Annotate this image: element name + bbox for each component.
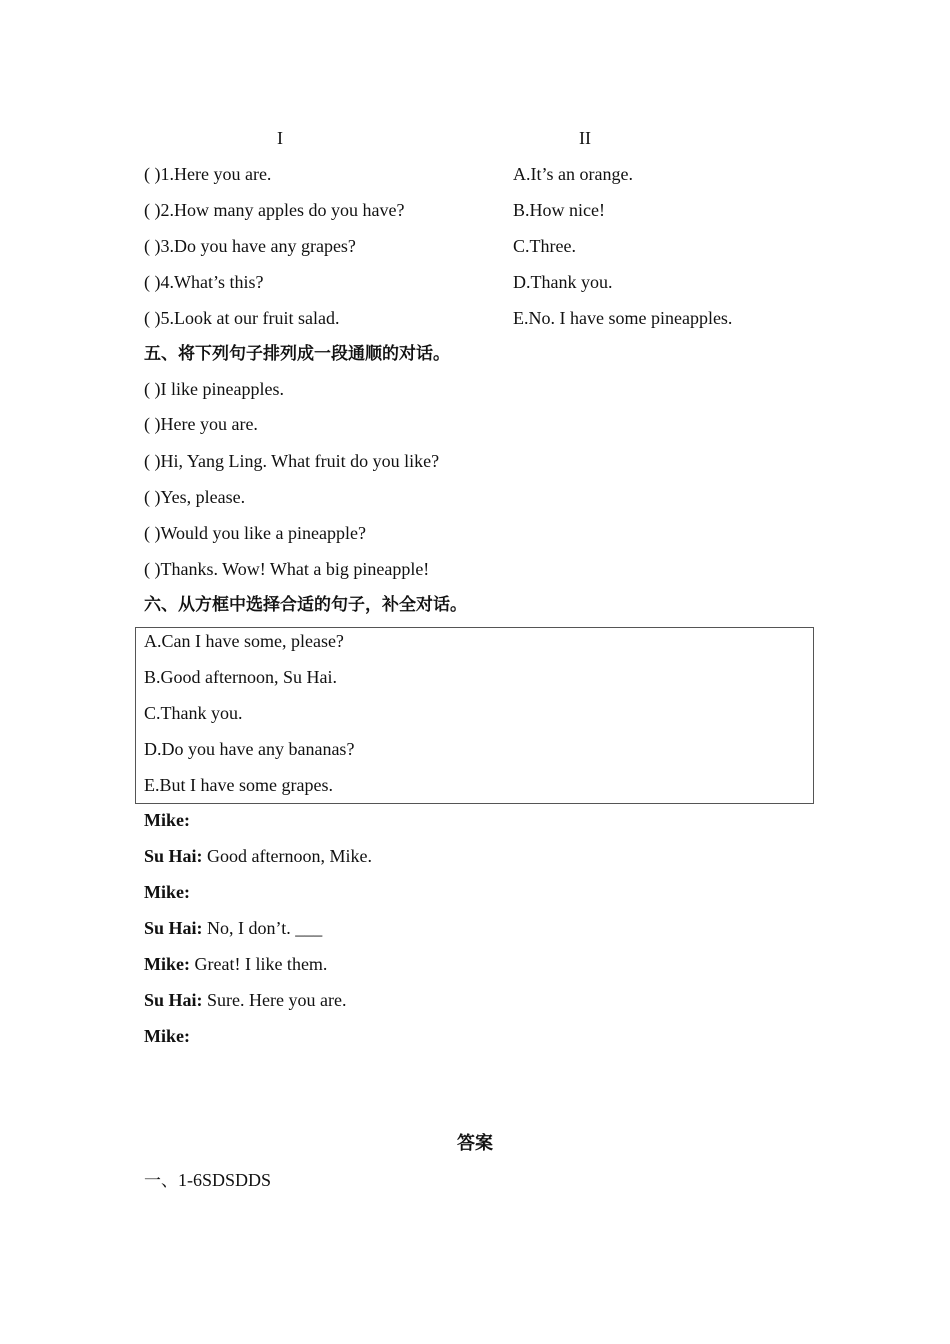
dialogue-line-6	[144, 989, 346, 1011]
answer-key-line-1	[144, 1169, 271, 1192]
matching-question-4: ( )4.What’s this?	[144, 272, 264, 292]
dialogue-line-2	[144, 845, 372, 867]
speaker-name: Mike:	[144, 954, 190, 974]
speaker-name: Mike:	[144, 1026, 190, 1046]
dialogue-line-3	[144, 881, 190, 903]
option-a: A.Can I have some, please?	[144, 631, 344, 651]
answer-key-title: 答案	[457, 1133, 493, 1154]
dialogue-line-1	[144, 809, 190, 831]
matching-question-2: ( )2.How many apples do you have?	[144, 200, 405, 220]
ordering-line-1: ( )I like pineapples.	[144, 379, 284, 399]
answer-prefix: 一、	[144, 1171, 178, 1191]
matching-question-5: ( )5.Look at our fruit salad.	[144, 308, 340, 328]
dialogue-line-7	[144, 1025, 190, 1047]
matching-answer-e: E.No. I have some pineapples.	[513, 308, 733, 328]
section-5-title: 五、将下列句子排列成一段通顺的对话。	[144, 344, 450, 364]
matching-answer-b: B.How nice!	[513, 200, 605, 220]
matching-answer-d: D.Thank you.	[513, 272, 613, 292]
dialogue-text: Good afternoon, Mike.	[202, 846, 372, 866]
matching-answer-c: C.Three.	[513, 236, 576, 256]
answer-text: 1-6SDSDDS	[178, 1170, 272, 1190]
dialogue-line-5	[144, 953, 327, 975]
matching-question-1: ( )1.Here you are.	[144, 164, 272, 184]
ordering-line-5: ( )Would you like a pineapple?	[144, 523, 366, 543]
dialogue-text: Sure. Here you are.	[202, 990, 347, 1010]
option-e: E.But I have some grapes.	[144, 775, 333, 795]
ordering-line-3: ( )Hi, Yang Ling. What fruit do you like?	[144, 451, 440, 471]
ordering-line-2: ( )Here you are.	[144, 414, 258, 434]
ordering-line-6: ( )Thanks. Wow! What a big pineapple!	[144, 559, 430, 579]
option-b: B.Good afternoon, Su Hai.	[144, 667, 337, 687]
dialogue-text: Great! I like them.	[189, 954, 328, 974]
speaker-name: Mike:	[144, 882, 190, 902]
column-header-i: I	[277, 128, 283, 148]
matching-answer-a: A.It’s an orange.	[513, 164, 633, 184]
speaker-name: Mike:	[144, 810, 190, 830]
speaker-name: Su Hai:	[144, 918, 203, 938]
option-c: C.Thank you.	[144, 703, 243, 723]
speaker-name: Su Hai:	[144, 990, 203, 1010]
matching-question-3: ( )3.Do you have any grapes?	[144, 236, 356, 256]
ordering-line-4: ( )Yes, please.	[144, 487, 246, 507]
speaker-name: Su Hai:	[144, 846, 203, 866]
section-6-title: 六、从方框中选择合适的句子，补全对话。	[144, 595, 467, 615]
column-header-ii: II	[579, 128, 591, 148]
dialogue-line-4	[144, 917, 322, 939]
option-d: D.Do you have any bananas?	[144, 739, 355, 759]
dialogue-text: No, I don’t. ___	[202, 918, 323, 938]
